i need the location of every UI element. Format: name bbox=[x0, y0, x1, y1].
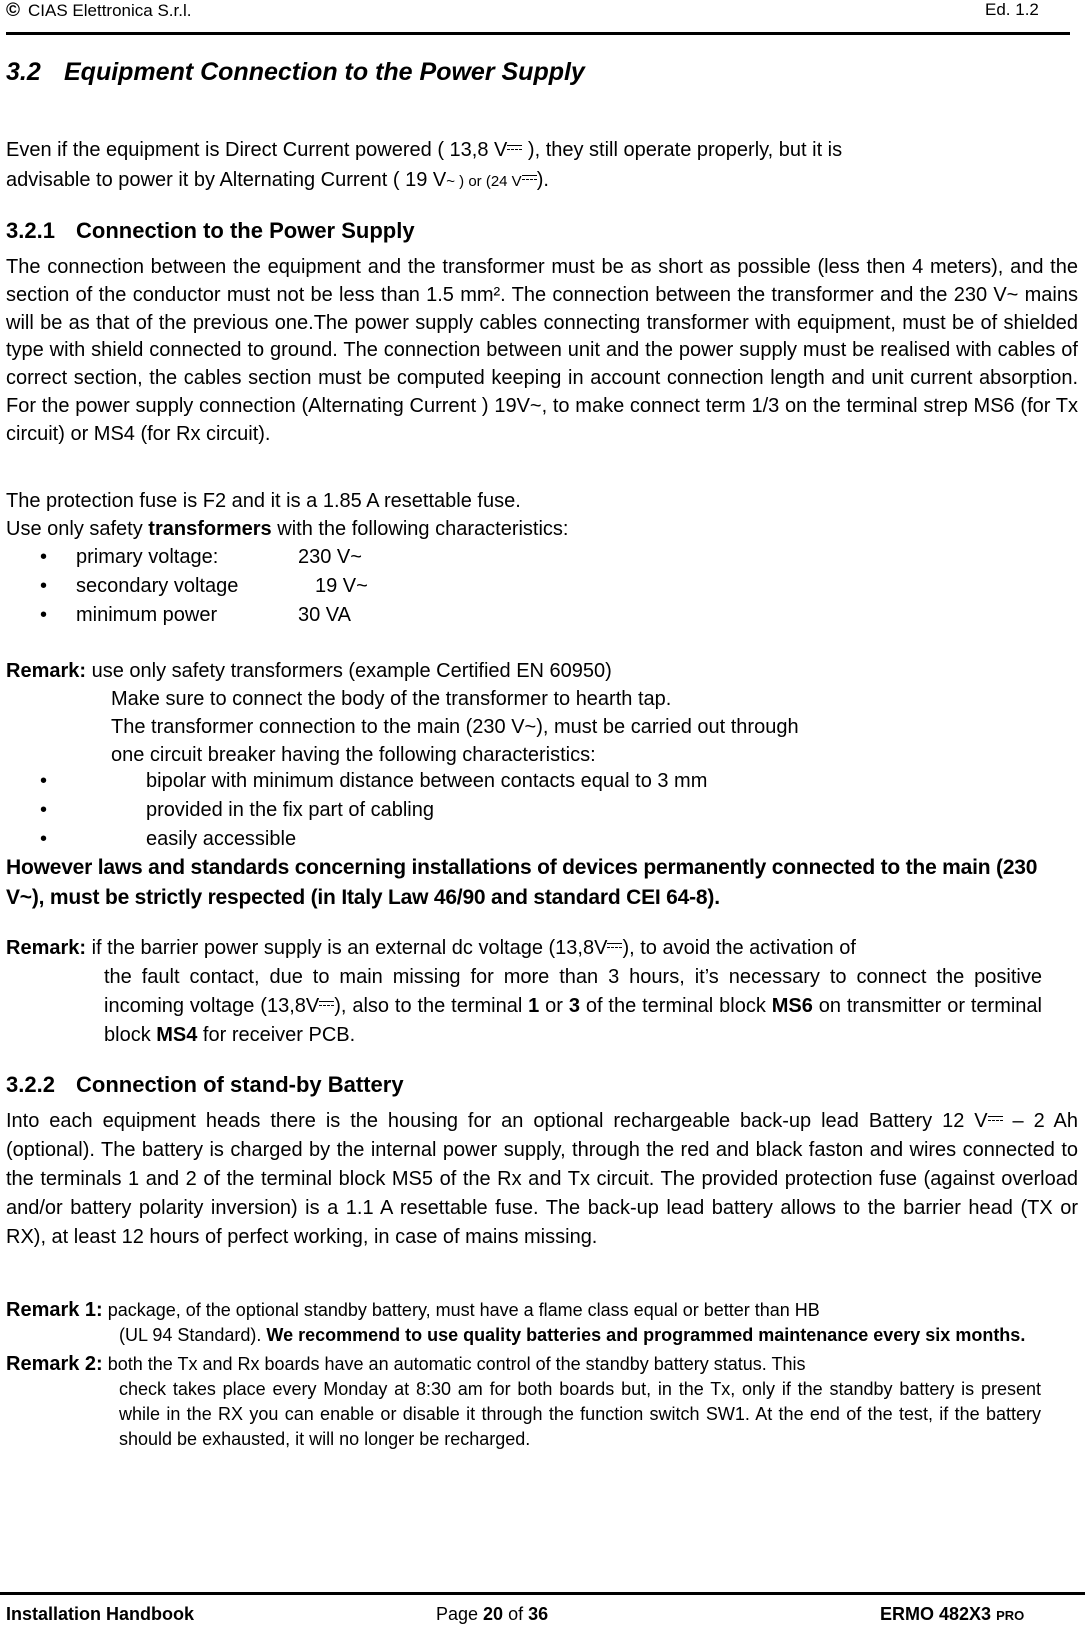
terminal-block-ms4: MS4 bbox=[156, 1024, 198, 1046]
intro-paragraph bbox=[6, 135, 1078, 197]
bullet-icon: • bbox=[40, 575, 48, 597]
footer-page-number bbox=[436, 1604, 548, 1625]
intro-text-4: ~ ) or (24 V bbox=[446, 173, 522, 190]
section-title-text: Equipment Connection to the Power Supply bbox=[64, 58, 585, 86]
bullet-icon: • bbox=[40, 770, 48, 792]
dc-symbol-icon bbox=[988, 1115, 1003, 1125]
bullet-icon: • bbox=[40, 828, 48, 850]
header-company bbox=[6, 0, 191, 22]
remark-line-3: The transformer connection to the main (230 V~), must be carried out through bbox=[111, 716, 799, 738]
remark-text: on transmitter or terminal block bbox=[104, 995, 1043, 1046]
copyright-symbol: © bbox=[6, 0, 20, 21]
subsection-title-text: Connection of stand-by Battery bbox=[76, 1072, 404, 1097]
page-word: Page bbox=[436, 1604, 484, 1624]
use-bold: transformers bbox=[148, 518, 272, 540]
battery-paragraph bbox=[6, 1107, 1078, 1252]
item-value: 19 V~ bbox=[315, 575, 368, 597]
terminal-block-ms6: MS6 bbox=[771, 995, 813, 1017]
item-text: bipolar with minimum distance between contacts equal to 3 mm bbox=[146, 770, 708, 792]
terminal-3: 3 bbox=[568, 995, 580, 1017]
subsection-number: 3.2.2 bbox=[6, 1072, 55, 1097]
remark-text: the fault contact, due to main missing for more than 3 hours, it’s necessary to connect the positive incoming voltage (13,8V bbox=[104, 966, 1042, 1017]
remark-2-battery-continued: check takes place every Monday at 8:30 am for both boards but, in the Tx, only if the standby battery is present while in the RX you can enable or disable it through the function switch SW1. At the end of the test, if the battery should be exhausted, it will no longer be recharged. bbox=[119, 1379, 1041, 1449]
intro-text-1: Even if the equipment is Direct Current powered ( 13,8 V bbox=[6, 139, 508, 161]
footer-product bbox=[880, 1604, 1024, 1625]
remark-label: Remark 1: bbox=[6, 1299, 103, 1321]
use-post: with the following characteristics: bbox=[271, 518, 569, 540]
remark-label: Remark 2: bbox=[6, 1353, 103, 1375]
intro-text-3: advisable to power it by Alternating Current ( 19 V bbox=[6, 169, 447, 191]
battery-text: Into each equipment heads there is the housing for an optional rechargeable back-up lead Battery 12 V bbox=[6, 1110, 988, 1132]
bullet-icon: • bbox=[40, 604, 48, 626]
intro-text-2: ), they still operate properly, but it is bbox=[522, 139, 843, 161]
remark-line-4: one circuit breaker having the following characteristics: bbox=[111, 744, 596, 766]
remark-text: for receiver PCB. bbox=[197, 1024, 356, 1046]
footer-rule bbox=[0, 1592, 1085, 1595]
remark-safety bbox=[6, 657, 1078, 685]
item-label: minimum power bbox=[76, 604, 218, 626]
intro-text-5: ). bbox=[536, 169, 549, 191]
item-text: provided in the fix part of cabling bbox=[146, 799, 434, 821]
remark-text: package, of the optional standby battery, must have a flame class equal or better than HB bbox=[102, 1300, 820, 1320]
section-number: 3.2 bbox=[6, 58, 41, 86]
item-value: 30 VA bbox=[298, 604, 351, 626]
page-current: 20 bbox=[483, 1604, 504, 1624]
dc-symbol-icon bbox=[607, 942, 622, 952]
dc-symbol-icon bbox=[507, 144, 522, 154]
bullet-icon: • bbox=[40, 546, 48, 568]
item-label: secondary voltage bbox=[76, 575, 239, 597]
remark-1-battery bbox=[6, 1298, 1078, 1323]
remark-text: both the Tx and Rx boards have an automatic control of the standby battery status. This bbox=[102, 1354, 806, 1374]
page-total: 36 bbox=[528, 1604, 549, 1624]
of-word: of bbox=[503, 1604, 529, 1624]
remark-text: of the terminal block bbox=[579, 995, 772, 1017]
battery-text: – 2 Ah (optional). The battery is charged by the internal power supply, through the red and black faston and wires connected to the terminals 1 and 2 of the terminal block MS5 of the Rx and Tx circuit. The provided protection fuse (against overload and/or battery polarity inversion) is a 1.1 A resettable fuse. The back-up lead battery allows to the barrier head (TX or RX), at least 12 hours of perfect working, in case of mains missing. bbox=[6, 1110, 1079, 1248]
remark-text: ), to avoid the activation of bbox=[622, 937, 856, 959]
remark-1-battery-continued bbox=[119, 1323, 1041, 1348]
remark-first-line: use only safety transformers (example Certified EN 60950) bbox=[86, 660, 612, 682]
subsection-number: 3.2.1 bbox=[6, 218, 55, 243]
terminal-1: 1 bbox=[528, 995, 540, 1017]
subsection-title-power bbox=[6, 218, 1078, 244]
product-suffix: PRO bbox=[996, 1608, 1025, 1623]
remark-text: if the barrier power supply is an external dc voltage (13,8V bbox=[86, 937, 608, 959]
subsection-title-battery bbox=[6, 1072, 1078, 1098]
remark-dc-supply bbox=[6, 934, 1078, 963]
header-edition: Ed. 1.2 bbox=[985, 0, 1039, 19]
remark-text: ), also to the terminal bbox=[334, 995, 529, 1017]
remark-label: Remark: bbox=[6, 660, 87, 682]
header-rule bbox=[6, 32, 1070, 35]
remark-text: (UL 94 Standard). bbox=[119, 1325, 267, 1345]
dc-symbol-icon bbox=[522, 174, 537, 184]
fuse-text: The protection fuse is F2 and it is a 1.85 A resettable fuse. bbox=[6, 490, 521, 512]
fuse-info bbox=[6, 487, 1078, 543]
use-pre: Use only safety bbox=[6, 518, 149, 540]
item-text: easily accessible bbox=[146, 828, 297, 850]
company-name: CIAS Elettronica S.r.l. bbox=[28, 1, 192, 20]
power-connection-paragraph: The connection between the equipment and the transformer must be as short as possible (less then 4 meters), and the section of the conductor must not be less than 1.5 mm². The connection between the transformer and the 230 V~ mains will be as that of the previous one.The power supply cables connecting transformer with equipment, must be of shielded type with shield connected to ground. The connection between unit and the power supply must be realised with cables of correct section, the cables section must be computed keeping in account connection length and unit current absorption. For the power supply connection (Alternating Current ) 19V~, to make connect term 1/3 on the terminal strep MS6 (for Tx circuit) or MS4 (for Rx circuit). bbox=[6, 256, 1078, 445]
bullet-icon: • bbox=[40, 799, 48, 821]
dc-symbol-icon bbox=[319, 1000, 334, 1010]
remark-2-battery bbox=[6, 1352, 1041, 1377]
remark-dc-supply-continued bbox=[104, 963, 1042, 1050]
law-notice: However laws and standards concerning installations of devices permanently connected to the main (230 V~), must be strictly respected (in Italy Law 46/90 and standard CEI 64-8). bbox=[6, 856, 1038, 909]
subsection-title-text: Connection to the Power Supply bbox=[76, 218, 415, 243]
item-value: 230 V~ bbox=[298, 546, 362, 568]
remark-recommendation: We recommend to use quality batteries and programmed maintenance every six months. bbox=[266, 1325, 1026, 1345]
product-name: ERMO 482X3 bbox=[880, 1604, 997, 1624]
section-title bbox=[6, 58, 1078, 87]
footer-handbook: Installation Handbook bbox=[6, 1604, 195, 1624]
transformer-intro bbox=[6, 515, 1078, 543]
item-label: primary voltage: bbox=[76, 546, 219, 568]
remark-safety-indented bbox=[111, 685, 799, 769]
remark-line-2: Make sure to connect the body of the transformer to hearth tap. bbox=[111, 688, 672, 710]
remark-label: Remark: bbox=[6, 937, 87, 959]
remark-text: or bbox=[539, 995, 569, 1017]
